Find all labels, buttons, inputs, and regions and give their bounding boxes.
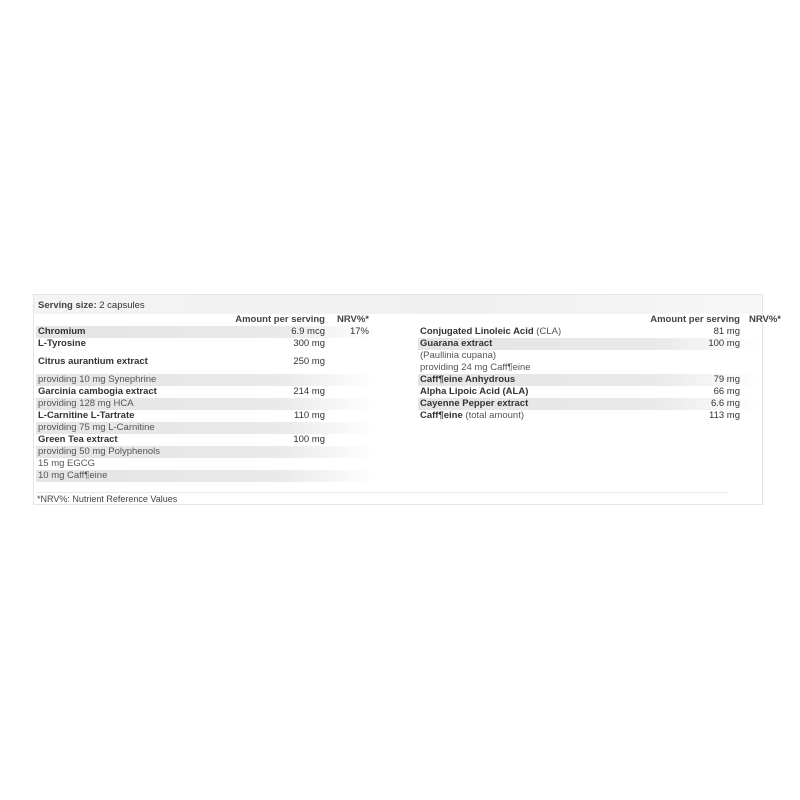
table-row — [418, 374, 758, 386]
nutrient-name: Guarana extract — [420, 338, 493, 349]
left-nutrient-table — [36, 314, 376, 482]
serving-size — [34, 295, 762, 314]
table-row — [36, 326, 376, 338]
supplement-facts-panel — [33, 294, 781, 505]
nutrient-amount: 79 mg — [713, 374, 740, 385]
nutrient-name-text: Conjugated Linoleic Acid — [420, 326, 534, 337]
nutrient-amount: 81 mg — [713, 326, 740, 337]
right-nutrient-table — [418, 314, 781, 422]
table-row — [36, 386, 376, 398]
table-row — [36, 422, 376, 434]
nutrient-amount: 6.6 mg — [710, 398, 740, 409]
nutrient-note: (total amount) — [462, 410, 525, 421]
nutrient-name: L-Carnitine L-Tartrate — [38, 410, 135, 421]
nutrient-amount: 6.9 mcg — [291, 326, 325, 337]
nutrient-amount: 100 mg — [293, 434, 325, 445]
table-row — [36, 470, 376, 482]
nrv-column-header: NRV%* — [336, 314, 369, 325]
nutrient-name: Garcinia cambogia extract — [38, 386, 157, 397]
table-row — [418, 326, 758, 338]
table-row — [36, 410, 376, 422]
nutrient-name: Alpha Lipoic Acid (ALA) — [420, 386, 529, 397]
table-row — [36, 458, 376, 470]
serving-size-label: Serving size: — [38, 300, 97, 311]
nutrient-amount: 110 mg — [294, 410, 325, 421]
nutrient-note: (CLA) — [533, 326, 562, 337]
nutrient-name: Caff¶eine Anhydrous — [420, 374, 516, 385]
nutrient-amount: 300 mg — [293, 338, 325, 349]
table-row — [36, 398, 376, 410]
nutrient-name: Cayenne Pepper extract — [420, 398, 529, 409]
table-row — [418, 386, 758, 398]
nutrient-amount: 214 mg — [293, 386, 325, 397]
footnote: *NRV%: Nutrient Reference Values — [37, 494, 178, 504]
table-row — [418, 398, 758, 410]
amount-column-header: Amount per serving — [235, 314, 325, 325]
nutrient-name: Citrus aurantium extract — [38, 356, 148, 367]
nutrient-name: Chromium — [38, 326, 86, 337]
table-row — [418, 350, 758, 374]
nutrient-name: L-Tyrosine — [38, 338, 86, 349]
amount-column-header: Amount per serving — [650, 314, 740, 325]
nutrient-detail: providing 50 mg Polyphenols — [38, 446, 160, 457]
nrv-column-header: NRV%* — [748, 314, 781, 325]
nutrient-detail: providing 24 mg Caff¶eine — [420, 362, 531, 373]
nutrient-amount: 66 mg — [713, 386, 740, 397]
nutrient-nrv: 17% — [349, 326, 369, 337]
table-row — [36, 338, 376, 350]
table-header — [36, 314, 376, 326]
table-row — [36, 350, 376, 374]
nutrient-amount: 113 mg — [709, 410, 740, 421]
serving-size-value: 2 capsules — [99, 300, 145, 311]
nutrient-detail: providing 75 mg L-Carnitine — [38, 422, 155, 433]
nutrient-detail: 15 mg EGCG — [38, 458, 96, 469]
nutrient-name: Green Tea extract — [38, 434, 118, 445]
table-header — [418, 314, 781, 326]
table-row — [36, 374, 376, 386]
table-row — [36, 446, 376, 458]
nutrient-amount: 100 mg — [708, 338, 740, 349]
nutrient-amount: 250 mg — [293, 356, 325, 367]
table-row — [36, 434, 376, 446]
nutrient-name-text: Caff¶eine — [420, 410, 463, 421]
nutrient-detail: 10 mg Caff¶eine — [38, 470, 108, 481]
table-row — [418, 338, 758, 350]
table-row — [418, 410, 758, 422]
nutrient-detail: (Paullinia cupana) — [420, 350, 497, 361]
nutrient-detail: providing 10 mg Synephrine — [38, 374, 157, 385]
nutrient-detail: providing 128 mg HCA — [38, 398, 134, 409]
